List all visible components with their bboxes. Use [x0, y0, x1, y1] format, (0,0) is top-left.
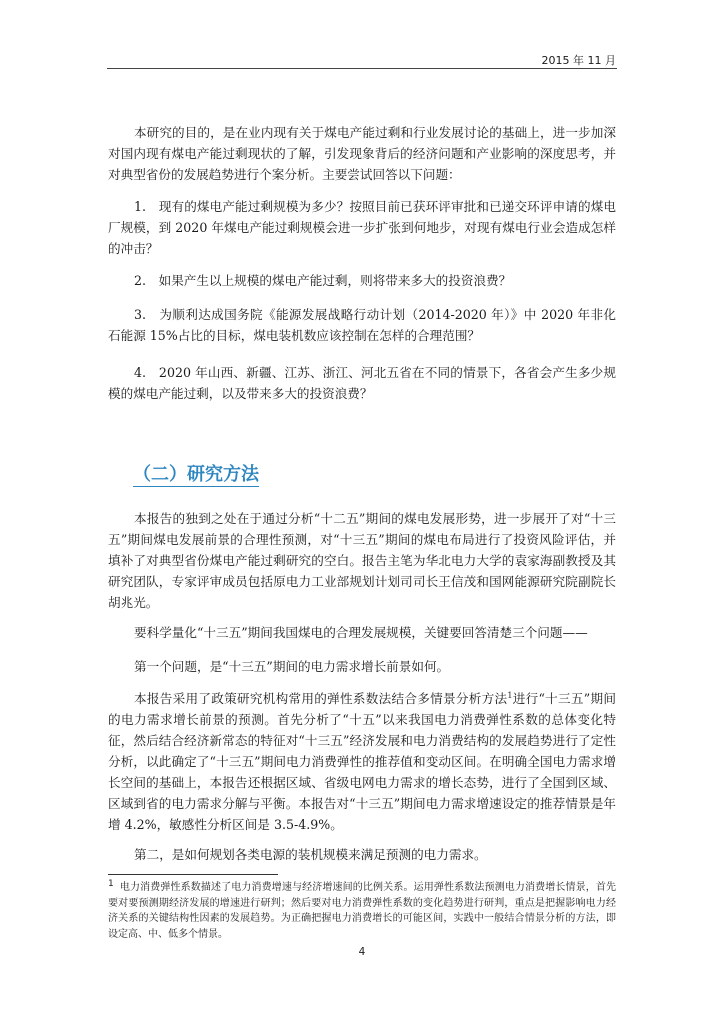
- method-paragraph-1: 本报告的独到之处在于通过分析“十二五”期间的煤电发展形势，进一步展开了对“十三五”期间煤电发展前景的合理性预测，对“十三五”期间的煤电布局进行了投资风险评估，并填补了对典型省份煤电产能过剩研究的空白。报告主笔为华北电力大学的袁家海副教授及其研究团队，专家评审成员包括原电力工业部规划计划司司长王信茂和国网能源研究院副院长胡兆光。: [108, 511, 616, 610]
- method-paragraph-4: [108, 688, 616, 835]
- question-1: 1. 现有的煤电产能过剩规模为多少？按照目前已获环评审批和已递交环评申请的煤电厂规模，到 2020 年煤电产能过剩规模会进一步扩张到何地步，对现有煤电行业会造成怎样的冲击？: [108, 199, 616, 256]
- section-heading-text: （二）研究方法: [133, 464, 259, 485]
- method-paragraph-4-start: 本报告采用了政策研究机构常用的弹性系数法结合多情景分析方法: [134, 691, 508, 706]
- footnote-number: 1: [108, 878, 114, 889]
- method-paragraph-4-rest: 进行“十三五”期间的电力需求增长前景的预测。首先分析了“十五”以来我国电力消费弹性系数的总体变化特征，然后结合经济新常态的特征对“十三五”经济发展和电力消费结构的发展趋势进行了定性分析，以此确定了“十三五”期间电力消费弹性的推荐值和变动区间。在明确全国电力需求增长空间的基础上，本报告还根据区域、省级电网电力需求的增长态势，进行了全国到区域、区域到省的电力需求分解与平衡。本报告对“十三五”期间电力需求增速设定的推荐情景是年增 4.2%，敏感性分析区间是 3.5-4.9%。: [108, 691, 616, 832]
- question-3: 3. 为顺利达成国务院《能源发展战略行动计划（2014-2020 年）》中 2020 年非化石能源 15%占比的目标，煤电装机数应该控制在怎样的合理范围？: [108, 307, 616, 343]
- footnote-reference[interactable]: 1: [507, 690, 513, 700]
- question-2: 2. 如果产生以上规模的煤电产能过剩，则将带来多大的投资浪费？: [134, 273, 512, 288]
- header-date: 2015 年 11 月: [541, 54, 616, 67]
- method-paragraph-5: 第二，是如何规划各类电源的装机规模来满足预测的电力需求。: [134, 847, 487, 862]
- section-heading: [133, 460, 259, 486]
- footnote: [108, 880, 616, 942]
- footnote-divider: [108, 874, 278, 875]
- header-divider: [107, 68, 617, 69]
- question-4: 4. 2020 年山西、新疆、江苏、浙江、河北五省在不同的情景下，各省会产生多少规模的煤电产能过剩，以及带来多大的投资浪费？: [108, 365, 616, 401]
- method-paragraph-3: 第一个问题，是“十三五”期间的电力需求增长前景如何。: [134, 659, 450, 674]
- method-paragraph-2: 要科学量化“十三五”期间我国煤电的合理发展规模，关键要回答清楚三个问题——: [134, 625, 588, 640]
- footnote-text: 电力消费弹性系数描述了电力消费增速与经济增速间的比例关系。运用弹性系数法预测电力消费增长情景，首先要对要预测期经济发展的增速进行研判；然后要对电力消费弹性系数的变化趋势进行研判，重点是把握影响电力经济关系的关键结构性因素的发展趋势。为正确把握电力消费增长的可能区间，实践中一般结合情景分析的方法，即设定高、中、低多个情景。: [108, 882, 616, 940]
- page-number: 4: [358, 946, 366, 958]
- intro-paragraph: 本研究的目的，是在业内现有关于煤电产能过剩和行业发展讨论的基础上，进一步加深对国内现有煤电产能过剩现状的了解，引发现象背后的经济问题和产业影响的深度思考，并对典型省份的发展趋势进行个案分析。主要尝试回答以下问题：: [108, 125, 616, 182]
